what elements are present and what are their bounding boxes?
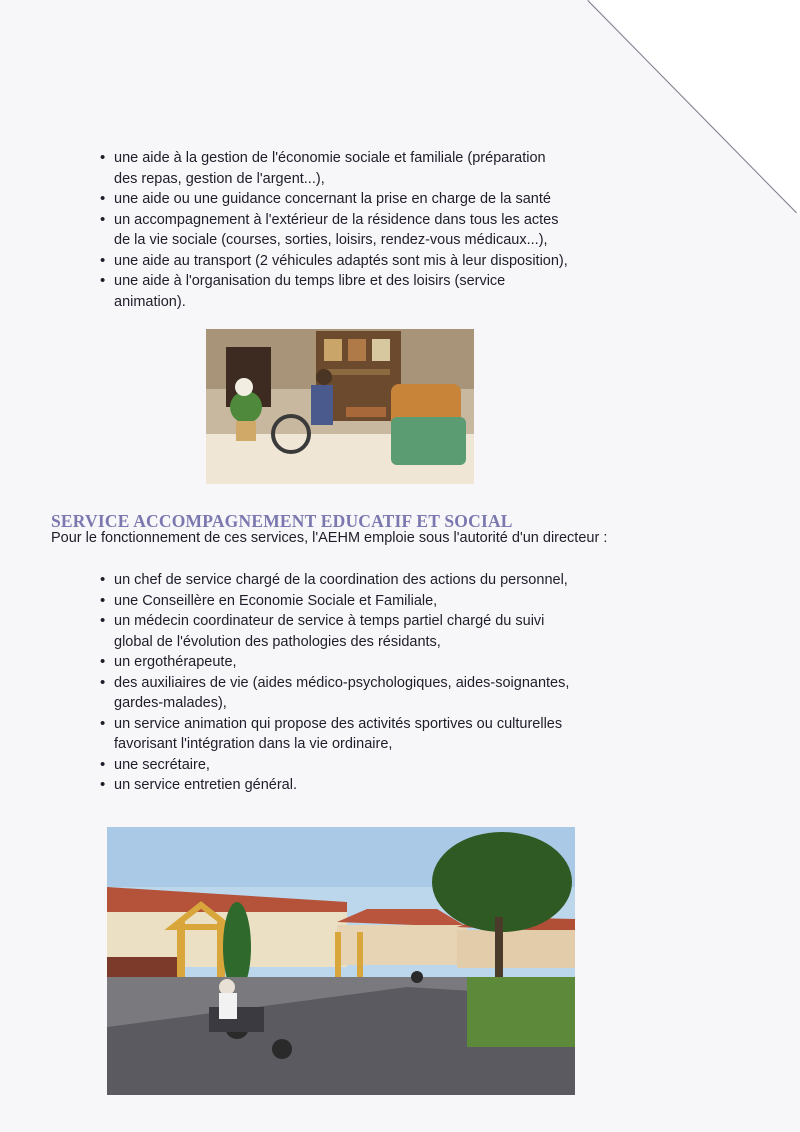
staff-list xyxy=(100,570,640,796)
residence-courtyard-photo xyxy=(107,827,575,1095)
living-room-photo xyxy=(206,329,474,484)
intro-paragraph: Pour le fonctionnement de ces services, l'AEHM emploie sous l'autorité d'un directeur : xyxy=(51,530,608,546)
list-item: • un chef de service chargé de la coordination des actions du personnel, xyxy=(100,570,640,591)
list-item: • une Conseillère en Economie Sociale et Familiale, xyxy=(100,591,640,612)
list-item: • un médecin coordinateur de service à temps partiel chargé du suivi global de l'évolution des pathologies des résidants, xyxy=(100,611,640,652)
list-item: • un ergothérapeute, xyxy=(100,652,640,673)
section-heading: SERVICE ACCOMPAGNEMENT EDUCATIF ET SOCIAL xyxy=(51,511,513,531)
list-item: • une aide à l'organisation du temps libre et des loisirs (service animation). xyxy=(100,271,630,312)
residence-courtyard-photo-image xyxy=(107,827,575,1095)
list-item: • un service entretien général. xyxy=(100,775,640,796)
living-room-photo-image xyxy=(206,329,474,484)
list-item: • une secrétaire, xyxy=(100,755,640,776)
services-list xyxy=(100,148,630,312)
list-item: • un service animation qui propose des activités sportives ou culturelles favorisant l'intégration dans la vie ordinaire, xyxy=(100,714,640,755)
list-item: • des auxiliaires de vie (aides médico-psychologiques, aides-soignantes, gardes-malades), xyxy=(100,673,640,714)
list-item: • une aide à la gestion de l'économie sociale et familiale (préparation des repas, gestion de l'argent...), xyxy=(100,148,630,189)
list-item: • une aide au transport (2 véhicules adaptés sont mis à leur disposition), xyxy=(100,251,630,272)
list-item: • une aide ou une guidance concernant la prise en charge de la santé xyxy=(100,189,630,210)
list-item: • un accompagnement à l'extérieur de la résidence dans tous les actes de la vie sociale (courses, sorties, loisirs, rendez-vous médicaux...), xyxy=(100,210,630,251)
